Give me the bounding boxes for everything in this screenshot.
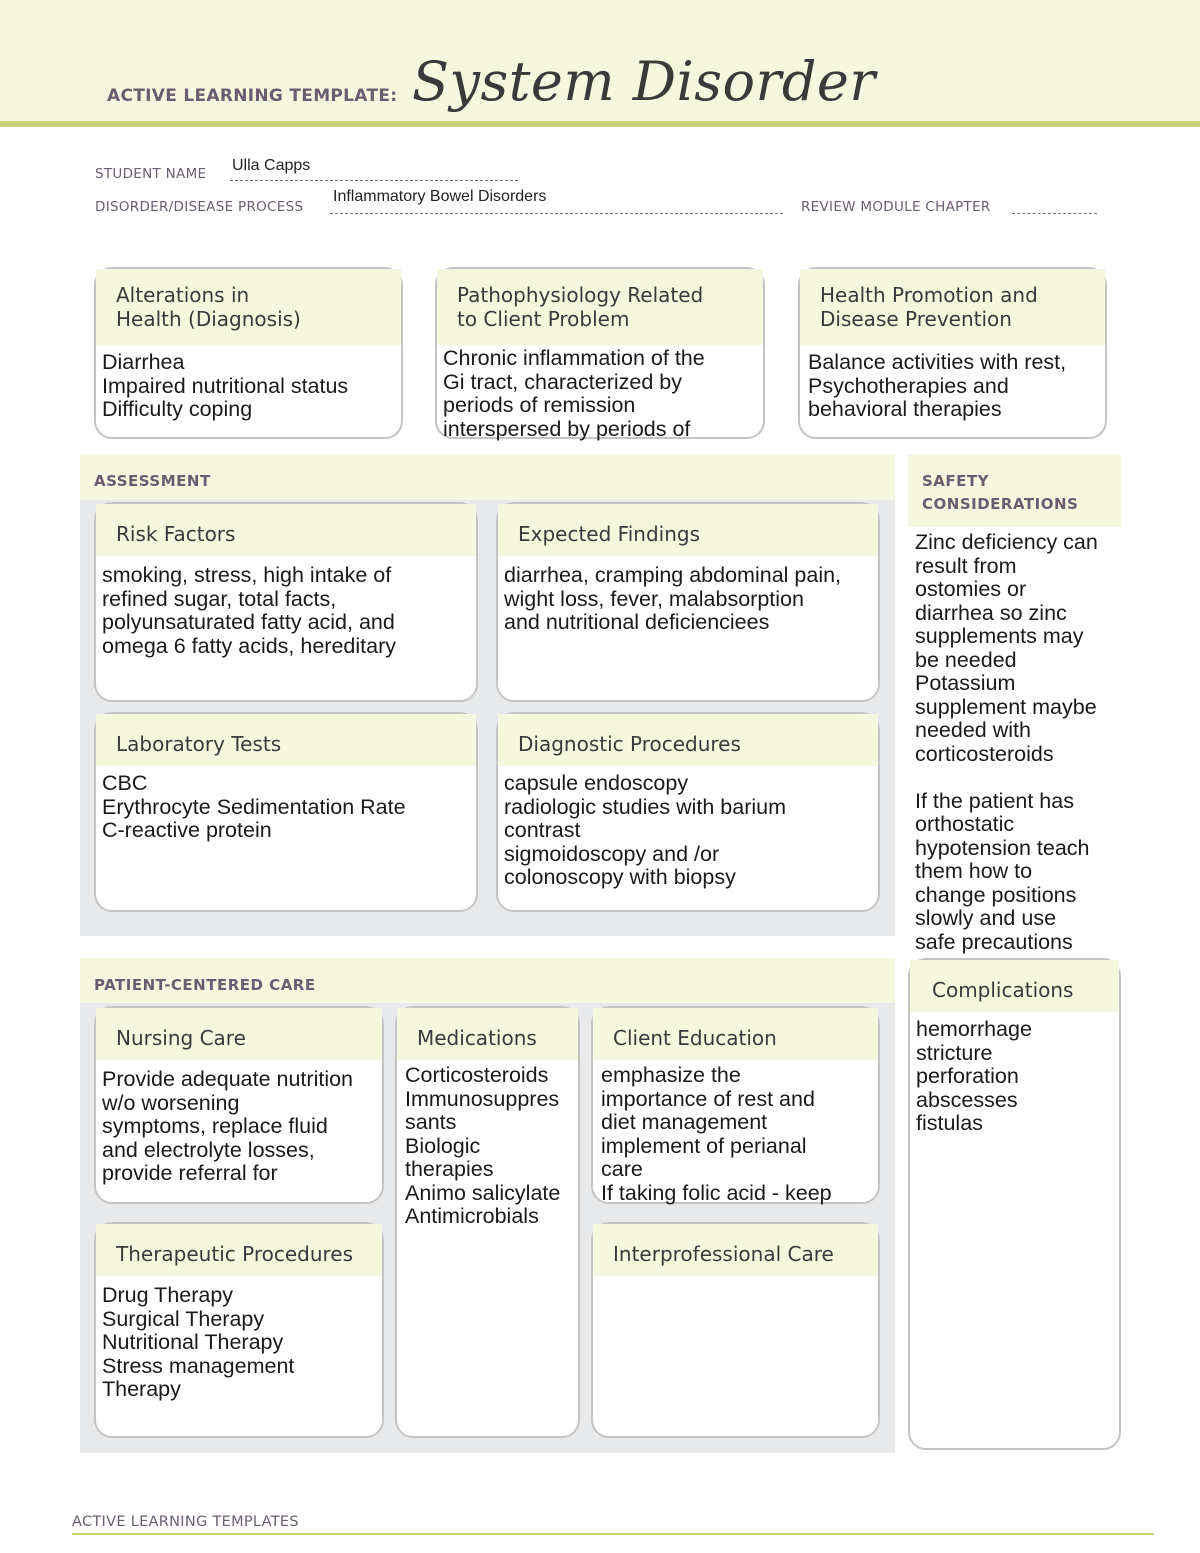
- safety-label: SAFETY CONSIDERATIONS: [922, 472, 1079, 513]
- expected-findings-card: [496, 502, 880, 702]
- review-module-line: [1012, 213, 1097, 214]
- interprofessional-care-card: [591, 1222, 880, 1438]
- complications-card: [908, 958, 1121, 1450]
- review-module-label: REVIEW MODULE CHAPTER: [801, 199, 991, 215]
- risk-factors-card: [94, 502, 478, 702]
- medications-title: Medications: [397, 1008, 578, 1060]
- laboratory-tests-title: Laboratory Tests: [96, 714, 476, 766]
- student-name-line: [230, 180, 518, 181]
- template-label: ACTIVE LEARNING TEMPLATE:: [107, 86, 398, 106]
- assessment-label: ASSESSMENT: [94, 472, 211, 490]
- template-title: System Disorder: [412, 50, 876, 113]
- interprofessional-care-body[interactable]: [593, 1276, 878, 1284]
- footer-label: ACTIVE LEARNING TEMPLATES: [72, 1514, 299, 1530]
- student-name-label: STUDENT NAME: [95, 166, 207, 182]
- laboratory-tests-body[interactable]: CBC Erythrocyte Sedimentation Rate C-reactive protein: [102, 771, 406, 842]
- laboratory-tests-card: [94, 712, 478, 912]
- pathophysiology-title: Pathophysiology Related to Client Problem: [437, 269, 763, 345]
- complications-body[interactable]: hemorrhage stricture perforation abscesses fistulas: [916, 1017, 1032, 1135]
- disorder-label: DISORDER/DISEASE PROCESS: [95, 199, 304, 215]
- expected-findings-body[interactable]: diarrhea, cramping abdominal pain, wight loss, fever, malabsorption and nutritional deficienciees: [504, 563, 842, 634]
- diagnostic-procedures-card: [496, 712, 880, 912]
- alterations-title: Alterations in Health (Diagnosis): [96, 269, 401, 345]
- diagnostic-procedures-title: Diagnostic Procedures: [498, 714, 878, 766]
- therapeutic-procedures-body[interactable]: Drug Therapy Surgical Therapy Nutritional Therapy Stress management Therapy: [102, 1283, 295, 1401]
- therapeutic-procedures-title: Therapeutic Procedures: [96, 1224, 382, 1276]
- nursing-care-card: [94, 1006, 384, 1204]
- health-promotion-card: [798, 267, 1107, 439]
- complications-title: Complications: [910, 960, 1119, 1012]
- safety-body[interactable]: Zinc deficiency can result from ostomies or diarrhea so zinc supplements may be needed Potassium supplement maybe needed with corticosteroids If the patient has orthostatic hypotension teach them how to change positions slowly and use safe precautions: [915, 530, 1098, 954]
- disorder-field[interactable]: Inflammatory Bowel Disorders: [333, 188, 547, 205]
- patient-care-label: PATIENT-CENTERED CARE: [94, 976, 316, 994]
- student-name-field[interactable]: Ulla Capps: [232, 157, 311, 174]
- health-promotion-title: Health Promotion and Disease Prevention: [800, 269, 1105, 345]
- client-education-title: Client Education: [593, 1008, 878, 1060]
- health-promotion-body[interactable]: Balance activities with rest, Psychotherapies and behavioral therapies: [808, 350, 1067, 421]
- expected-findings-title: Expected Findings: [498, 504, 878, 556]
- header-rule: [0, 121, 1200, 127]
- footer-rule: [72, 1533, 1154, 1535]
- diagnostic-procedures-body[interactable]: capsule endoscopy radiologic studies with barium contrast sigmoidoscopy and /or colonoscopy with biopsy: [504, 771, 787, 889]
- risk-factors-body[interactable]: smoking, stress, high intake of refined sugar, total facts, polyunsaturated fatty acid, and omega 6 fatty acids, hereditary: [102, 563, 396, 658]
- nursing-care-title: Nursing Care: [96, 1008, 382, 1060]
- alterations-body[interactable]: Diarrhea Impaired nutritional status Difficulty coping: [102, 350, 349, 421]
- pathophysiology-body[interactable]: Chronic inflammation of the Gi tract, characterized by periods of remission interspersed by periods of: [443, 346, 705, 441]
- pathophysiology-card: [435, 267, 765, 439]
- client-education-body[interactable]: emphasize the importance of rest and diet management implement of perianal care If taking folic acid - keep: [601, 1063, 832, 1205]
- client-education-card: [591, 1006, 880, 1204]
- therapeutic-procedures-card: [94, 1222, 384, 1438]
- risk-factors-title: Risk Factors: [96, 504, 476, 556]
- disorder-line: [330, 213, 783, 214]
- medications-card: [395, 1006, 580, 1438]
- alterations-card: [94, 267, 403, 439]
- nursing-care-body[interactable]: Provide adequate nutrition w/o worsening symptoms, replace fluid and electrolyte losses, provide referral for: [102, 1067, 354, 1185]
- medications-body[interactable]: Corticosteroids Immunosuppres sants Biologic therapies Animo salicylate Antimicrobials: [405, 1063, 561, 1228]
- interprofessional-care-title: Interprofessional Care: [593, 1224, 878, 1276]
